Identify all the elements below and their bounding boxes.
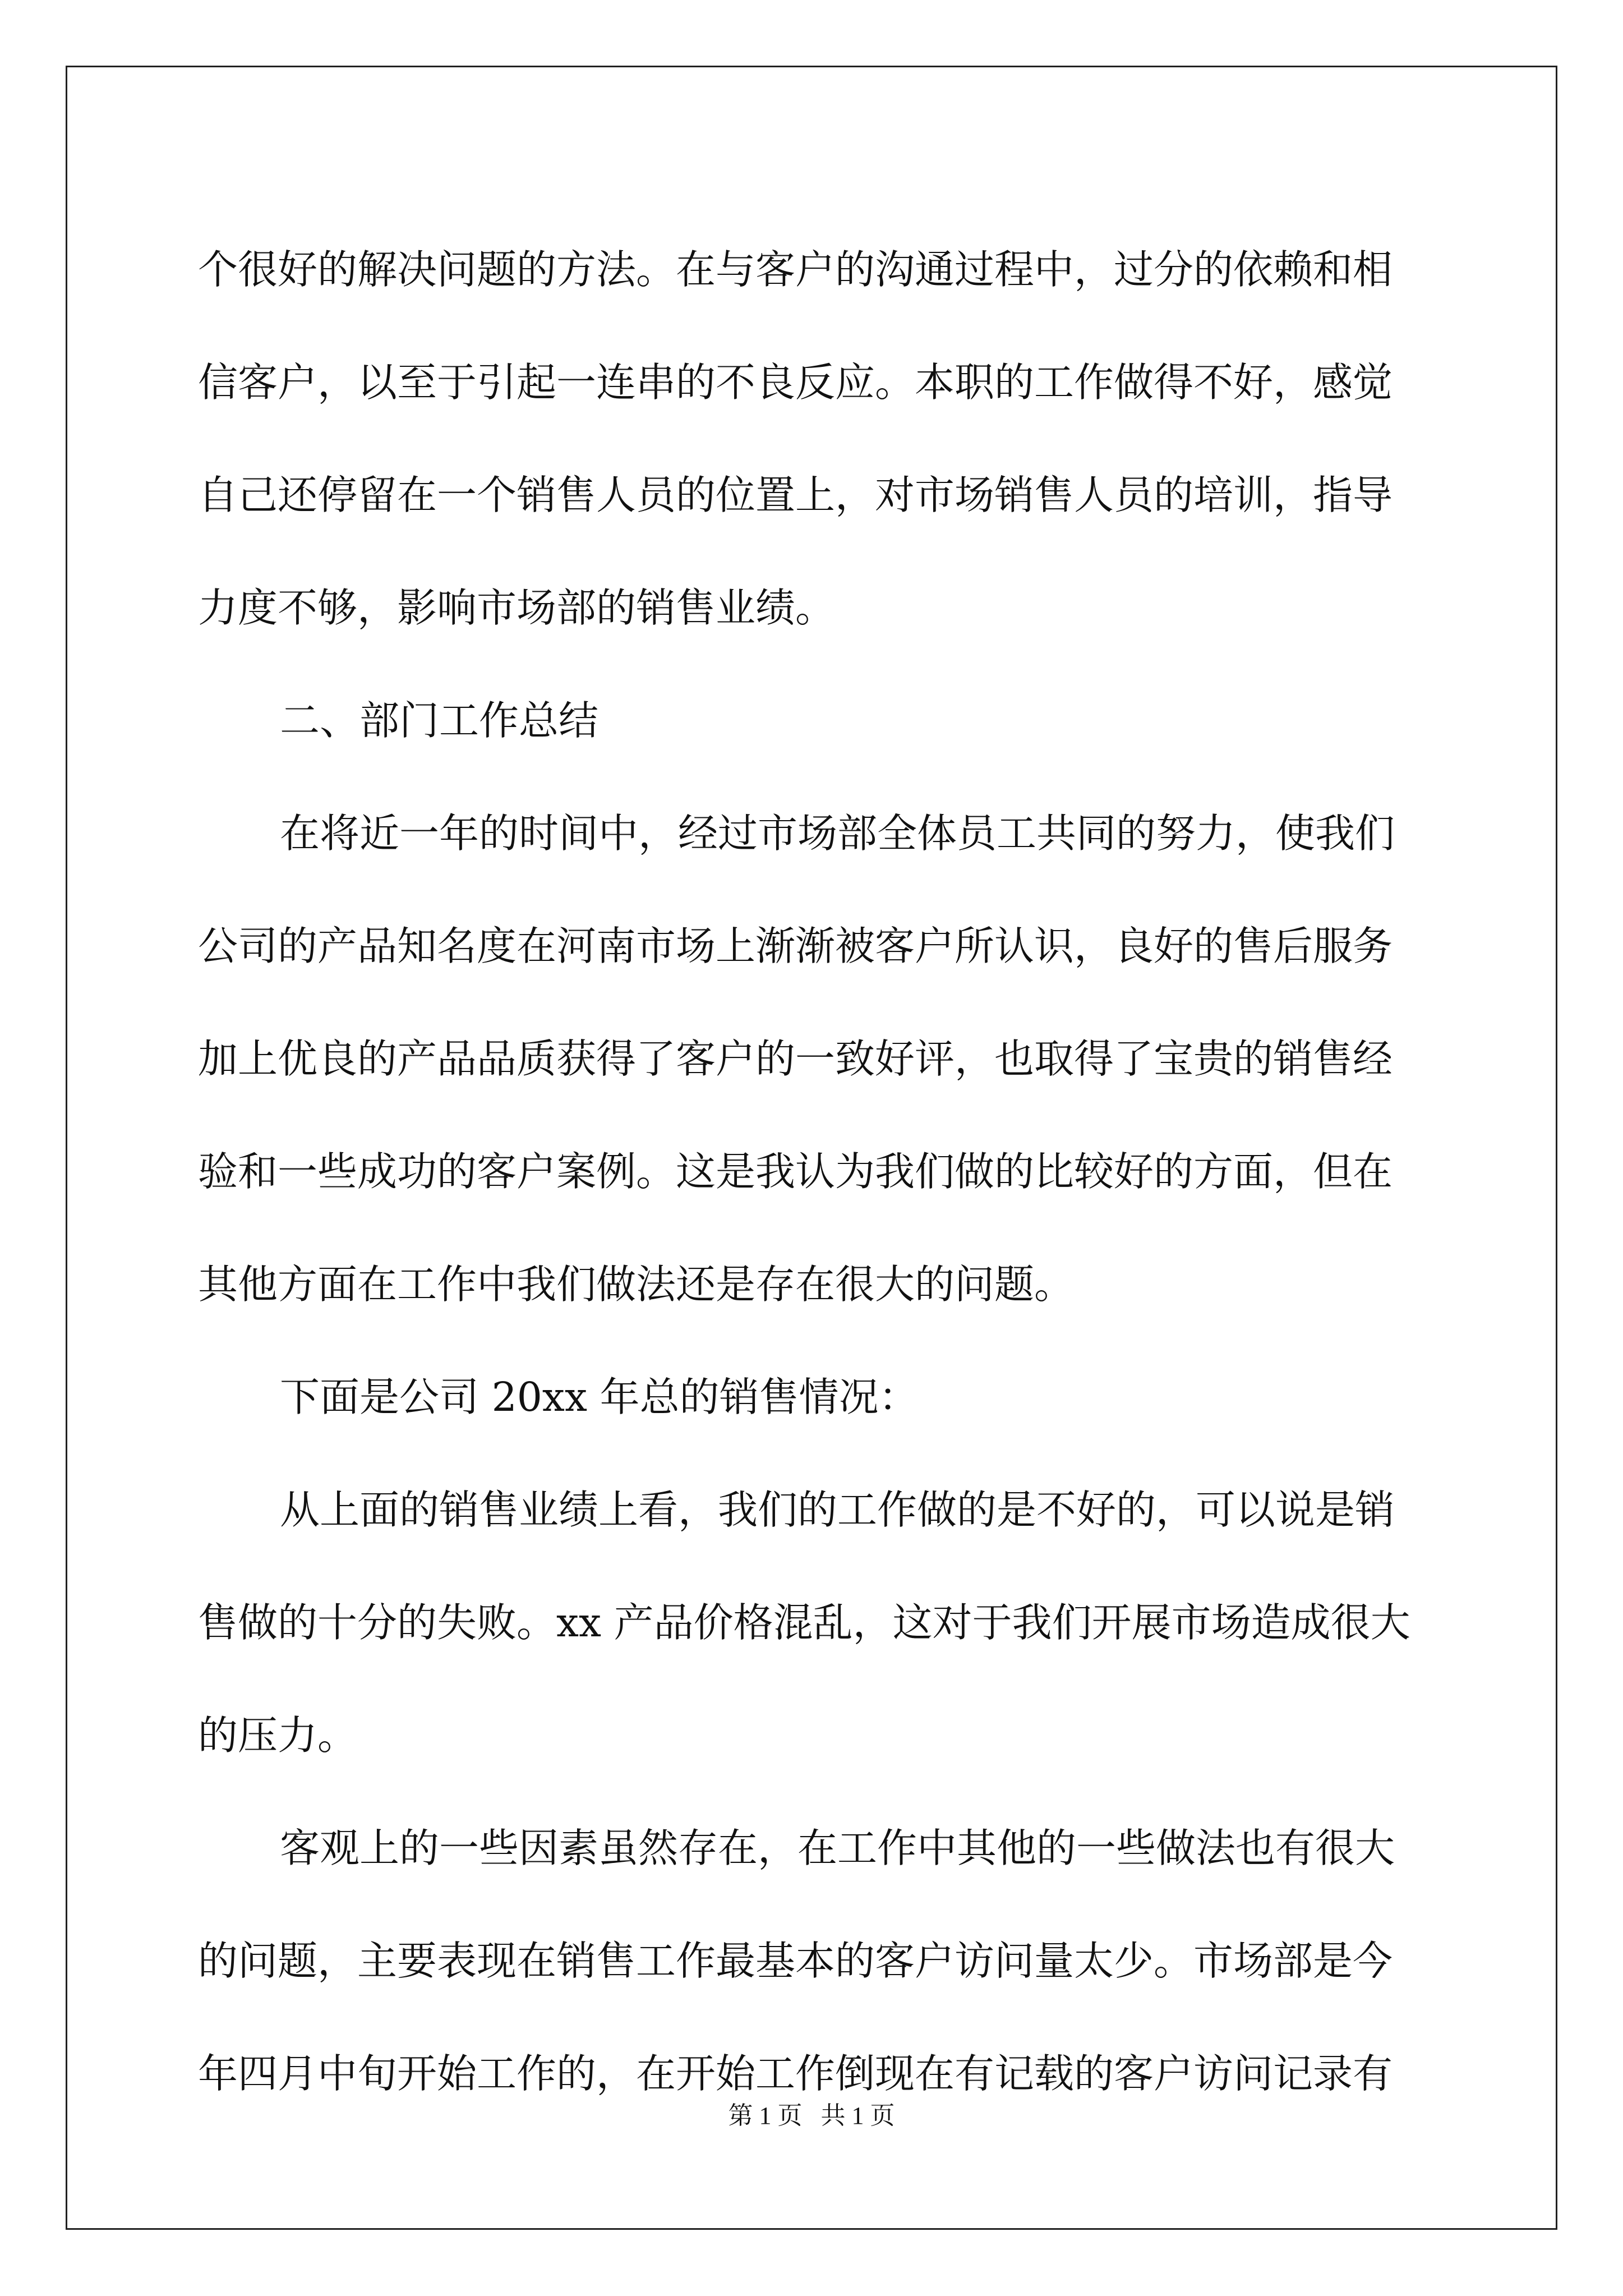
page-number: 第 1 页: [728, 2102, 803, 2129]
text-line: 力度不够，影响市场部的销售业绩。: [198, 585, 836, 631]
text-line: 从上面的销售业绩上看，我们的工作做的是不好的，可以说是销: [280, 1487, 1395, 1533]
text-line: 加上优良的产品品质获得了客户的一致好评，也取得了宝贵的销售经: [198, 1036, 1393, 1082]
text-line: 其他方面在工作中我们做法还是存在很大的问题。: [198, 1261, 1075, 1308]
page-total: 共 1 页: [820, 2102, 895, 2129]
page-footer: [0, 2099, 1623, 2133]
text-line: 的问题，主要表现在销售工作最基本的客户访问量太少。市场部是今: [198, 1938, 1393, 1984]
text-line: 信客户，以至于引起一连串的不良反应。本职的工作做得不好，感觉: [198, 359, 1393, 406]
text-line: 客观上的一些因素虽然存在，在工作中其他的一些做法也有很大: [280, 1825, 1395, 1871]
text-line: 在将近一年的时间中，经过市场部全体员工共同的努力，使我们: [280, 810, 1395, 857]
text-line: 下面是公司 20xx 年总的销售情况：: [280, 1374, 919, 1420]
text-line: 年四月中旬开始工作的，在开始工作倒现在有记载的客户访问记录有: [198, 2050, 1393, 2097]
document-body: [198, 213, 1432, 2130]
text-line: 验和一些成功的客户案例。这是我认为我们做的比较好的方面，但在: [198, 1148, 1393, 1195]
text-line: 售做的十分的失败。xx 产品价格混乱，这对于我们开展市场造成很大: [198, 1599, 1410, 1646]
text-line: 二、部门工作总结: [280, 697, 599, 744]
text-line: 的压力。: [198, 1712, 358, 1759]
text-line: 自己还停留在一个销售人员的位置上，对市场销售人员的培训，指导: [198, 472, 1393, 518]
text-line: 公司的产品知名度在河南市场上渐渐被客户所认识，良好的售后服务: [198, 923, 1393, 969]
text-line: 个很好的解决问题的方法。在与客户的沟通过程中，过分的依赖和相: [198, 246, 1393, 293]
